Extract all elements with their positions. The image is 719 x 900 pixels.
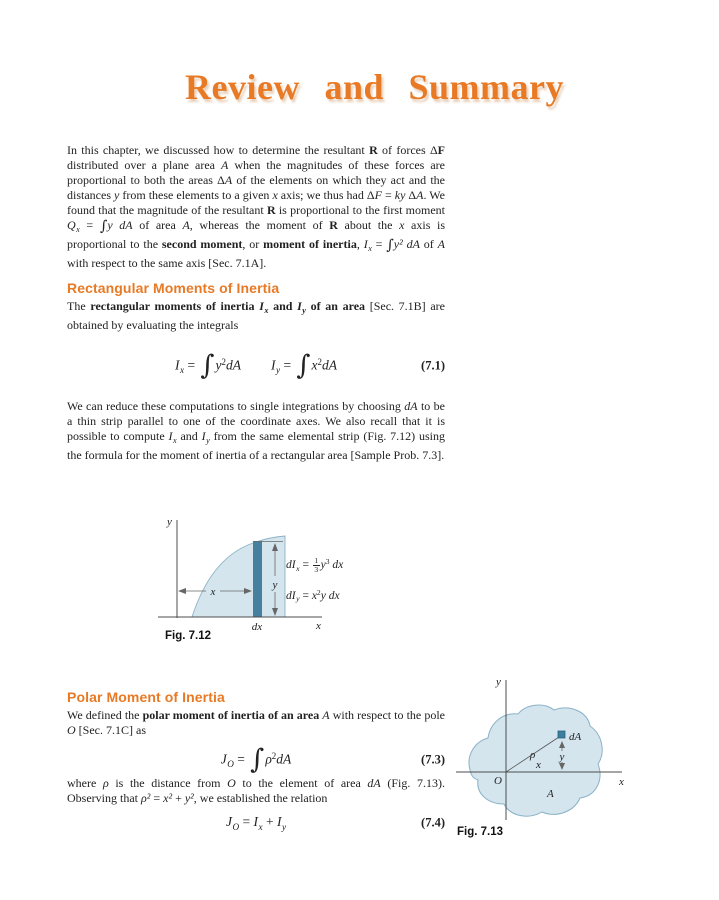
equation-7-1 [67,348,445,384]
fig12-y-axis-label: y [167,516,172,528]
fig12-eq-dix: $dI_x$ = $\frac{1}{3}$ $y^3$ dx [286,555,344,574]
fig13-dim-x-label: x [536,759,541,771]
rect-body-paragraph: We can reduce these computations to single integrations by choosing dA to be a thin strip parallel to one of the coordinate axes. We also recall that it is possible to compute $I_x$ and $I_y$ from the same elemental strip (Fig. 7.12) using the formula for the moment of inertia of a rectangular area [Sample Prob. 7.3]. [67,399,445,462]
intro-paragraph: In this chapter, we discussed how to determine the resultant R of forces ΔF distributed over a plane area A when the magnitudes of these forces are proportional to both the areas ΔA of the elements on which they act and the distances y from these elements to a given x axis; we thus had ΔF = ky ΔA. We found that the magnitude of the resultant R is proportional to the first moment $Q_x = \int y$ dA of area A, whereas the moment of R about the x axis is proportional to the second moment, or moment of inertia, $I_x = \int y^2$ dA of A with respect to the same axis [Sec. 7.1A]. [67,143,446,270]
equation-number: (7.3) [421,752,445,767]
fig13-origin-label: O [494,775,502,787]
fig13-y-axis-label: y [496,676,501,688]
fig12-shaded-area [192,536,285,617]
fig13-dA-element [558,731,565,738]
fig12-dx-label: dx [251,621,263,633]
polar-intro-paragraph: We defined the polar moment of inertia of an area A with respect to the pole O [Sec. 7.1C] as [67,708,445,737]
fig12-eq-diy: $dI_y = x^2y$ dx [286,587,340,604]
fig12-strip-equations [286,550,343,611]
equation-ix: $I_x = \int y^2dA$ [175,349,241,381]
fig13-x-axis-label: x [619,776,624,788]
equation-number: (7.1) [421,358,445,373]
fig12-elemental-strip [253,541,262,617]
equation-iy: $I_y = \int x^2dA$ [271,349,337,381]
figure-7-12 [150,512,410,634]
fig12-x-axis-label: x [316,620,321,632]
equation-7-4 [67,813,445,833]
fig13-rho-label: ρ [530,749,536,761]
section-heading-rectangular: Rectangular Moments of Inertia [67,280,280,296]
fig12-caption: Fig. 7.12 [165,630,212,642]
equation-jo: $J_O = \int\rho^2dA$ [220,743,292,775]
section-heading-polar: Polar Moment of Inertia [67,689,225,705]
fig13-dA-label: dA [569,731,582,743]
fig13-dim-y-label: y [559,751,565,763]
page-title: Review and Summary [185,67,564,107]
fig13-caption: Fig. 7.13 [457,826,504,838]
equation-jo-sum: $J_O = I_x + I_y$ [225,814,287,832]
fig12-dim-y-label: y [272,579,278,591]
fig12-dim-x-label: x [210,586,216,598]
equation-number: (7.4) [421,815,445,830]
fig13-area-label: A [547,788,554,800]
polar-body-paragraph: where ρ is the distance from O to the element of area dA (Fig. 7.13). Observing that ρ² = x² + y², we established the relation [67,776,445,805]
rect-intro-paragraph: The rectangular moments of inertia $I_x$ and $I_y$ of an area [Sec. 7.1B] are obtained by evaluating the integrals [67,299,445,332]
equation-7-3 [67,742,445,778]
figure-7-13 [452,672,647,824]
fig12-arrowhead-left [178,588,186,594]
